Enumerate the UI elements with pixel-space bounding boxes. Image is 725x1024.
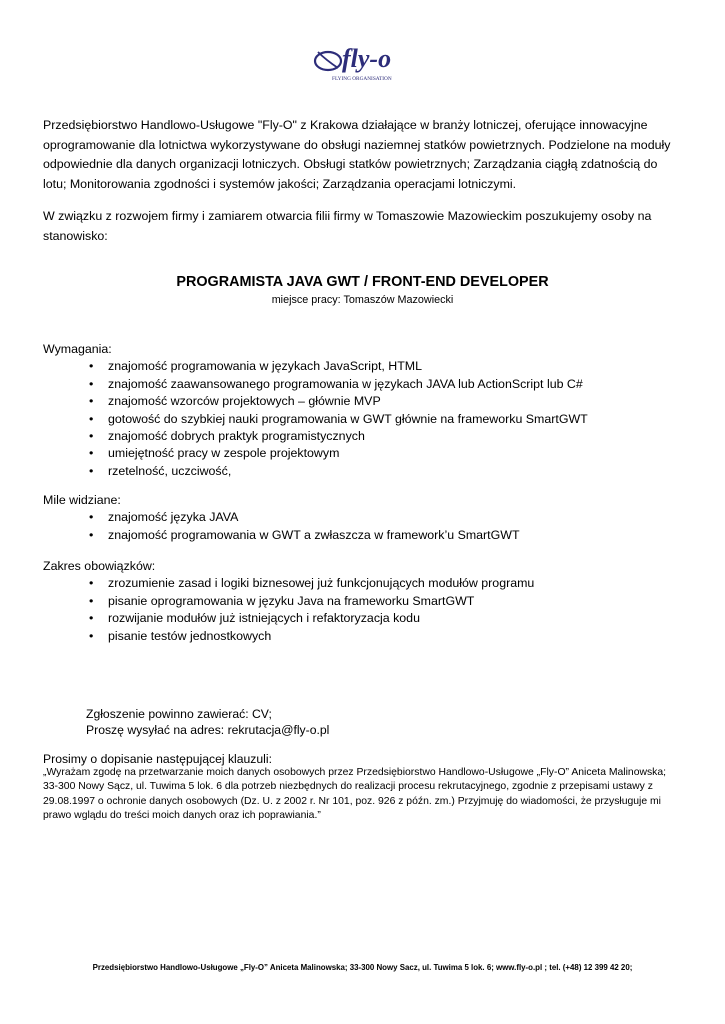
list-item [43,411,683,428]
list-item [43,376,683,393]
list-item-text: znajomość wzorców projektowych – głównie MVP [108,394,381,409]
bullet-icon: • [89,376,94,391]
list-item [43,575,683,592]
intro-paragraph: W związku z rozwojem firmy i zamiarem otwarcia filii firmy w Tomaszowie Mazowieckim poszukujemy osoby na stanowisko: [43,209,652,243]
bullet-icon: • [89,463,94,478]
requirements-list [43,358,683,480]
list-item [43,527,683,544]
duties-list [43,575,683,645]
list-item-text: pisanie testów jednostkowych [108,628,272,643]
list-item [43,593,683,610]
list-item-text: pisanie oprogramowania w języku Java na frameworku SmartGWT [108,593,475,608]
requirements-heading: Wymagania: [43,342,112,356]
list-item [43,610,683,627]
application-info [86,706,329,738]
list-item [43,463,683,480]
list-item-text: gotowość do szybkiej nauki programowania w GWT głównie na frameworku SmartGWT [108,411,588,426]
list-item-text: znajomość programowania w językach JavaScript, HTML [108,359,423,374]
list-item [43,509,683,526]
list-item-text: zrozumienie zasad i logiki biznesowej już funkcjonujących modułów programu [108,576,535,591]
nice-to-have-heading: Mile widziane: [43,493,121,507]
position-location: miejsce pracy: Tomaszów Mazowiecki [271,294,454,306]
list-item-text: znajomość języka JAVA [108,510,239,525]
bullet-icon: • [89,429,94,444]
list-item-text: rozwijanie modułów już istniejących i refaktoryzacja kodu [108,611,420,626]
bullet-icon: • [89,628,94,643]
bullet-icon: • [89,359,94,374]
list-item [43,628,683,645]
bullet-icon: • [89,510,94,525]
list-item-text: znajomość programowania w GWT a zwłaszcza w framework’u SmartGWT [108,527,520,542]
list-item [43,358,683,375]
intro-paragraph: Przedsiębiorstwo Handlowo-Usługowe "Fly-O" z Krakowa działające w branży lotniczej, oferujące innowacyjne oprogramowanie dla lotnictwa wykorzystywane do obsługi naziemnej statków powietrznych. Podzielone na moduły odpowiednie dla danych organizacji lotniczych. Obsługi statków powietrznych; Zarządzania ciągłą zdatnością do lotu; Monitorowania zgodności i systemów jakości; Zarządzania operacjami lotniczymi. [43,118,671,191]
company-logo [312,40,412,82]
bullet-icon: • [89,527,94,542]
list-item [43,428,683,445]
nice-to-have-list [43,509,683,544]
bullet-icon: • [89,411,94,426]
list-item-text: znajomość dobrych praktyk programistycznych [108,429,365,444]
list-item-text: znajomość zaawansowanego programowania w językach JAVA lub ActionScript lub C# [108,376,583,391]
logo-tagline: FLYING ORGANISATION [332,76,392,82]
bullet-icon: • [89,611,94,626]
duties-heading: Zakres obowiązków: [43,559,156,573]
nice-to-have-section [43,492,683,544]
position-title: PROGRAMISTA JAVA GWT / FRONT-END DEVELOPER [176,274,549,290]
bullet-icon: • [89,394,94,409]
list-item [43,393,683,410]
clause-heading: Prosimy o dopisanie następującej klauzuli: [43,752,272,766]
bullet-icon: • [89,446,94,461]
duties-section [43,558,683,645]
requirements-section [43,341,683,480]
page-footer: Przedsiębiorstwo Handlowo-Usługowe „Fly-O” Aniceta Malinowska; 33-300 Nowy Sacz, ul. Tuwima 5 lok. 6; www.fly-o.pl ; tel. (+48) 12 399 42 20; [92,963,633,972]
bullet-icon: • [89,576,94,591]
application-email: Proszę wysyłać na adres: rekrutacja@fly-o.pl [86,723,330,737]
company-intro [43,116,683,259]
consent-clause [43,752,683,823]
list-item-text: rzetelność, uczciwość, [108,463,232,478]
logo-text: fly-o [342,44,392,73]
bullet-icon: • [89,593,94,608]
application-requirements: Zgłoszenie powinno zawierać: CV; [86,707,272,721]
list-item [43,445,683,462]
clause-text: „Wyrażam zgodę na przetwarzanie moich danych osobowych przez Przedsiębiorstwo Handlowo-Usługowe „Fly-O” Aniceta Malinowska; 33-300 Nowy Sącz, ul. Tuwima 5 lok. 6 dla potrzeb niezbędnych do realizacji procesu rekrutacyjnego, zgodnie z przepisami ustawy z 29.08.1997 o ochronie danych osobowych (Dz. U. z 2002 r. Nr 101, poz. 926 z późn. zm.) Przyjmuję do wiadomości, że przysługuje mi prawo wglądu do treści moich danych oraz ich poprawiania.” [43,767,667,821]
fly-o-logo-icon [312,40,412,82]
list-item-text: umiejętność pracy w zespole projektowym [108,446,340,461]
